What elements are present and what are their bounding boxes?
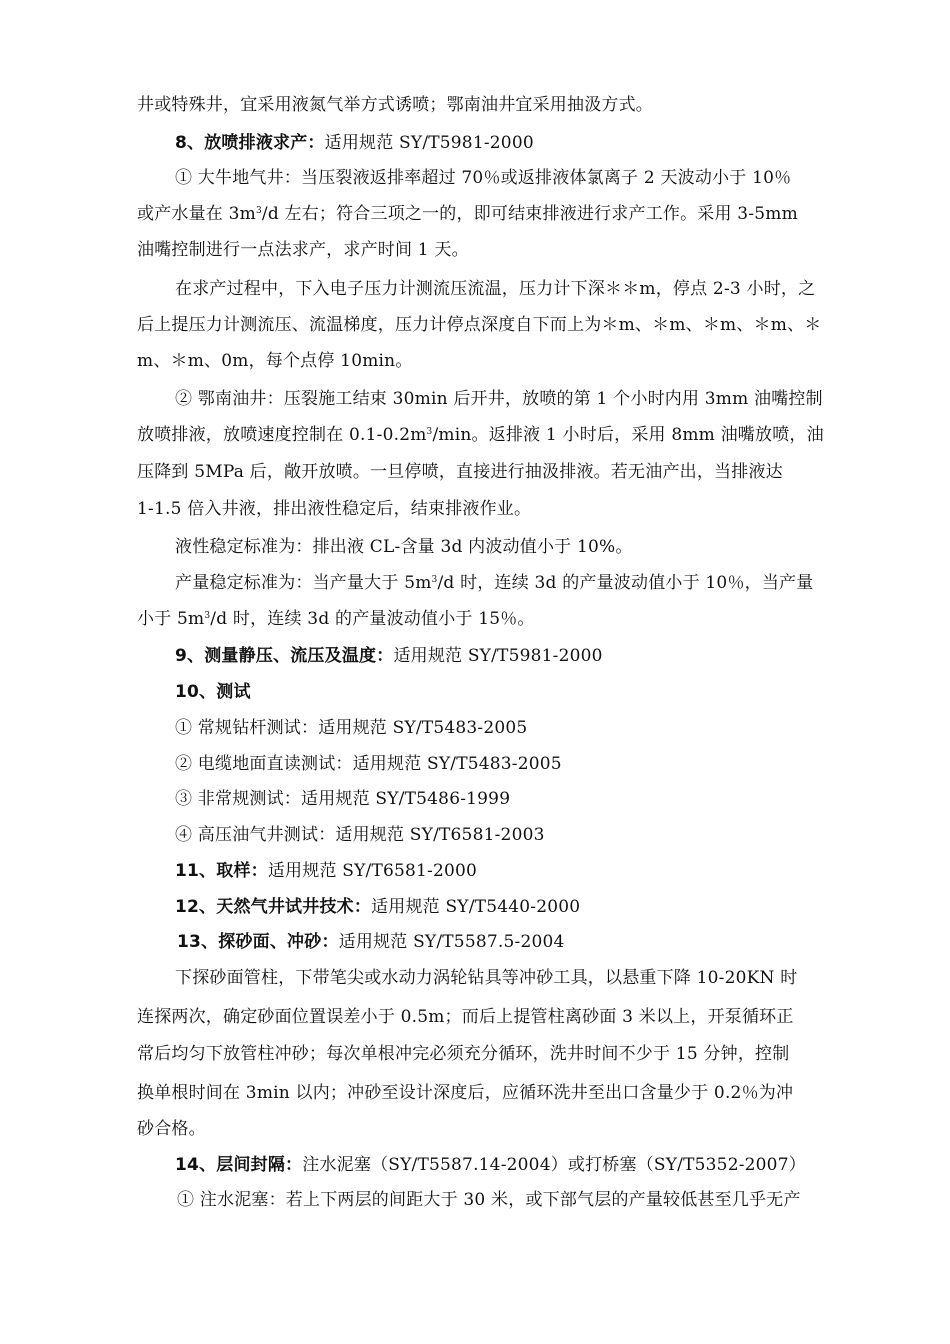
paragraph-line: m、＊m、0m，每个点停 10min。: [137, 351, 413, 371]
paragraph-line: 连探两次，确定砂面位置误差小于 0.5m；而后上提管柱离砂面 3 米以上，开泵循环正: [137, 1007, 794, 1027]
text-run: 放喷排液，放喷速度控制在 0.1-0.2m: [137, 425, 427, 445]
superscript: 3: [204, 611, 211, 621]
section-heading-14: [175, 1153, 806, 1177]
section-heading-10: [175, 680, 251, 704]
section-heading-12: [175, 895, 580, 919]
paragraph-line: 井或特殊井，宜采用液氮气举方式诱喷；鄂南油井宜采用抽汲方式。: [137, 95, 653, 115]
paragraph-line: 在求产过程中，下入电子压力计测流压流温，压力计下深＊＊m，停点 2-3 小时，之: [175, 279, 816, 299]
list-item: ③ 非常规测试：适用规范 SY/T5486-1999: [175, 789, 511, 809]
section-title: 14、层间封隔：: [175, 1155, 303, 1175]
text-run: /d 时，连续 3d 的产量波动值小于 15％。: [210, 609, 535, 629]
paragraph-line: ① 大牛地气井：当压裂液返排率超过 70％或返排液体氯离子 2 天波动小于 10％: [175, 168, 792, 188]
paragraph-line: 压降到 5MPa 后，敞开放喷。一旦停喷，直接进行抽汲排液。若无油产出，当排液达: [137, 462, 783, 482]
section-heading-13: [177, 930, 565, 954]
paragraph-line: 换单根时间在 3min 以内；冲砂至设计深度后，应循环洗井至出口含量少于 0.2％为冲: [137, 1083, 794, 1103]
text-run: 或产水量在 3m: [137, 204, 256, 224]
section-heading-9: [175, 644, 603, 668]
section-title: 9、测量静压、流压及温度：: [175, 646, 394, 666]
paragraph-line: ② 鄂南油井：压裂施工结束 30min 后开井，放喷的第 1 个小时内用 3mm 油嘴控制: [175, 389, 823, 409]
section-text: 适用规范 SY/T5981-2000: [324, 133, 534, 153]
list-item: ① 常规钻杆测试：适用规范 SY/T5483-2005: [175, 718, 528, 738]
text-run: 产量稳定标准为：当产量大于 5m: [175, 573, 432, 593]
superscript: 3: [431, 575, 438, 585]
paragraph-line: 液性稳定标准为：排出液 CL-含量 3d 内波动值小于 10%。: [175, 537, 633, 557]
paragraph-line: [137, 607, 535, 631]
paragraph-line: 1-1.5 倍入井液，排出液性稳定后，结束排液作业。: [137, 499, 532, 519]
paragraph-line: [137, 202, 798, 226]
section-title: 10、测试: [175, 682, 251, 702]
text-run: 小于 5m: [137, 609, 205, 629]
section-heading-8: [175, 131, 534, 155]
section-title: 11、取样：: [175, 861, 268, 881]
list-item: ④ 高压油气井测试：适用规范 SY/T6581-2003: [175, 825, 545, 845]
section-title: 8、放喷排液求产：: [175, 133, 325, 153]
paragraph-line: 油嘴控制进行一点法求产，求产时间 1 天。: [137, 240, 469, 260]
paragraph-line: [137, 423, 824, 447]
section-text: 适用规范 SY/T5981-2000: [393, 646, 603, 666]
section-text: 适用规范 SY/T5440-2000: [371, 897, 581, 917]
section-title: 13、探砂面、冲砂：: [177, 932, 339, 952]
text-run: /d 左右；符合三项之一的，即可结束排液进行求产工作。采用 3-5mm: [261, 204, 798, 224]
paragraph-line: 常后均匀下放管柱冲砂；每次单根冲完必须充分循环，洗井时间不少于 15 分钟，控制: [137, 1044, 790, 1064]
section-text: 适用规范 SY/T5587.5-2004: [338, 932, 565, 952]
paragraph-line: 砂合格。: [137, 1119, 206, 1139]
section-text: 适用规范 SY/T6581-2000: [267, 861, 478, 881]
paragraph-line: ① 注水泥塞：若上下两层的间距大于 30 米，或下部气层的产量较低甚至几乎无产: [177, 1190, 801, 1210]
text-run: /d 时，连续 3d 的产量波动值小于 10％，当产量: [437, 573, 814, 593]
section-heading-11: [175, 859, 477, 883]
superscript: 3: [426, 427, 433, 437]
section-text: 注水泥塞（SY/T5587.14-2004）或打桥塞（SY/T5352-2007）: [302, 1155, 806, 1175]
text-run: /min。返排液 1 小时后，采用 8mm 油嘴放喷，油: [432, 425, 824, 445]
paragraph-line: 后上提压力计测流压、流温梯度，压力计停点深度自下而上为＊m、＊m、＊m、＊m、＊: [137, 315, 822, 335]
list-item: ② 电缆地面直读测试：适用规范 SY/T5483-2005: [175, 754, 562, 774]
paragraph-line: 下探砂面管柱，下带笔尖或水动力涡轮钻具等冲砂工具，以悬重下降 10-20KN 时: [175, 968, 798, 988]
superscript: 3: [255, 206, 262, 216]
paragraph-line: [175, 571, 813, 595]
section-title: 12、天然气井试井技术：: [175, 897, 372, 917]
